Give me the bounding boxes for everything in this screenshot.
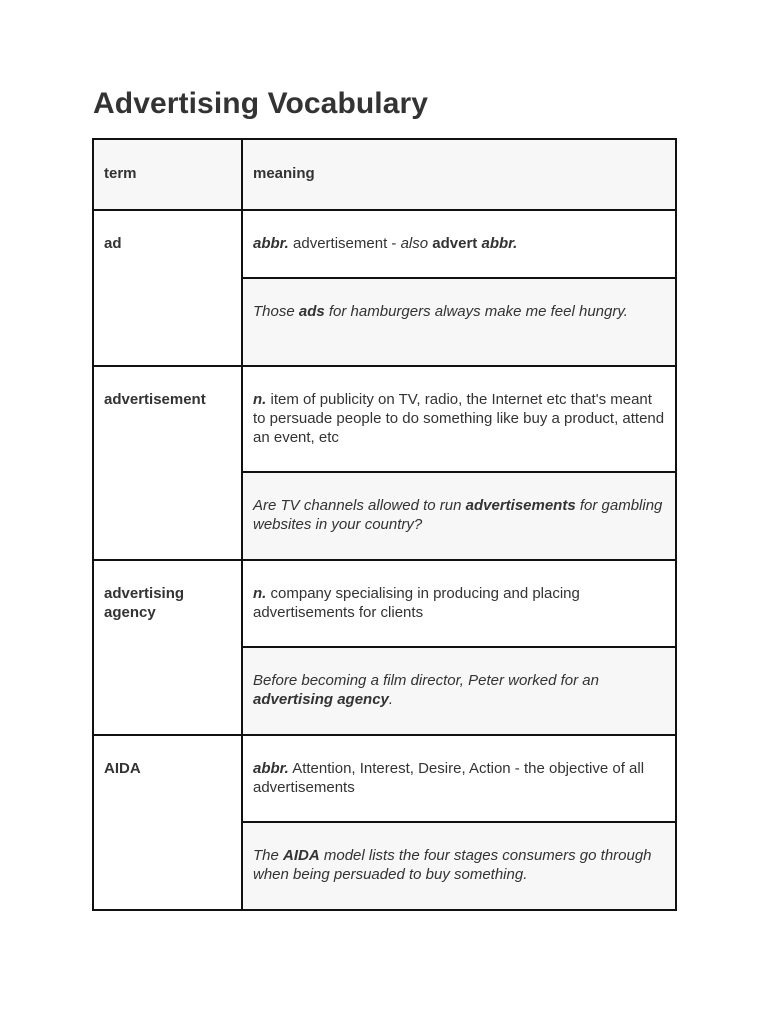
example-cell — [242, 472, 676, 560]
definition-cell — [242, 366, 676, 472]
highlighted-term: ads — [298, 303, 325, 320]
example-text: model lists the four stages consumers go through when being persuaded to buy something. — [253, 847, 652, 883]
part-of-speech: n. — [253, 391, 267, 408]
example-text: Those — [253, 303, 299, 320]
highlighted-term: advertising agency — [253, 691, 389, 708]
part-of-speech: abbr. — [481, 235, 518, 252]
table-row — [93, 210, 676, 278]
table-header-row — [93, 139, 676, 210]
definition-cell — [242, 210, 676, 278]
term-cell: advertisement — [93, 366, 242, 560]
definition-text: advertisement - — [288, 235, 401, 252]
term-cell: advertising agency — [93, 560, 242, 735]
term-cell: AIDA — [93, 735, 242, 910]
example-text: Are TV channels allowed to run — [253, 497, 466, 514]
definition-text: item of publicity on TV, radio, the Internet etc that's meant to persuade people to do something like buy a product, attend an event, etc — [253, 391, 665, 446]
highlighted-term: AIDA — [283, 847, 320, 864]
part-of-speech: abbr. — [253, 235, 289, 252]
highlighted-term: advertisements — [465, 497, 576, 514]
example-text: Before becoming a film director, Peter worked for an — [253, 672, 599, 689]
part-of-speech: n. — [253, 585, 267, 602]
column-header-meaning: meaning — [242, 139, 676, 210]
vocabulary-table — [92, 138, 677, 911]
example-text: . — [388, 691, 394, 708]
part-of-speech: abbr. — [253, 760, 289, 777]
example-text: The — [253, 847, 284, 864]
table-row — [93, 560, 676, 647]
column-header-term: term — [93, 139, 242, 210]
example-text: for hamburgers always make me feel hungry. — [324, 303, 628, 320]
page-title: Advertising Vocabulary — [93, 87, 429, 120]
term-cell: ad — [93, 210, 242, 366]
definition-cell — [242, 560, 676, 647]
table-row — [93, 366, 676, 472]
definition-text: Attention, Interest, Desire, Action - the objective of all advertisements — [253, 760, 645, 796]
table-row — [93, 735, 676, 822]
definition-text: also — [400, 235, 429, 252]
related-term: advert — [432, 235, 478, 252]
definition-cell — [242, 735, 676, 822]
example-cell — [242, 278, 676, 366]
example-text: for gambling websites in your country? — [253, 497, 663, 533]
example-cell — [242, 647, 676, 735]
definition-text: company specialising in producing and placing advertisements for clients — [253, 585, 580, 621]
example-cell — [242, 822, 676, 910]
